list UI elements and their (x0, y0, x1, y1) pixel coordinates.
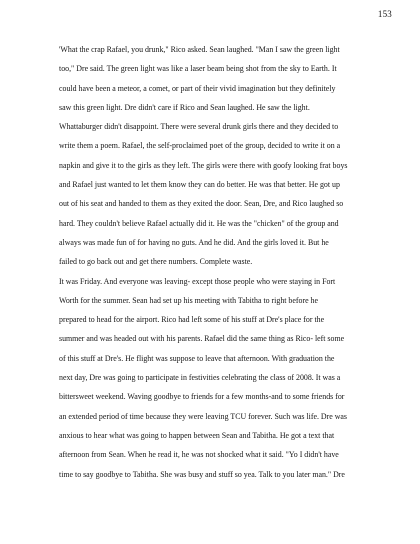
text-line: summer and was headed out with his parents. Rafael did the same thing as Rico- left some (59, 334, 345, 344)
text-line: time to say goodbye to Tabitha. She was busy and stuff so yea. Talk to you later man." Dre (59, 469, 345, 479)
text-line: hard. They couldn't believe Rafael actually did it. He was the "chicken" of the group and (59, 218, 339, 228)
text-line: 'What the crap Rafael, you drunk," Rico asked. Sean laughed. "Man I saw the green light (59, 45, 340, 54)
text-line: of this stuff at Dre's. He flight was suppose to leave that afternoon. With graduation the (59, 353, 335, 363)
text-line: afternoon from Sean. When he read it, he was not shocked what it said. "Yo I didn't have (59, 450, 339, 460)
text-line: It was Friday. And everyone was leaving- except those people who were staying in Fort (59, 276, 336, 286)
page-number: 153 (377, 9, 392, 19)
text-line: out of his seat and handed to them as they exited the door. Sean, Dre, and Rico laughed so (59, 199, 344, 209)
text-line: Whattaburger didn't disappoint. There were several drunk girls there and they decided to (59, 122, 339, 132)
text-line: Worth for the summer. Sean had set up his meeting with Tabitha to right before he (59, 295, 318, 305)
text-line: write them a poem. Rafael, the self-proclaimed poet of the group, decided to write it on a (59, 141, 341, 151)
text-line: next day, Dre was going to participate in festivities celebrating the class of 2008. It was a (59, 373, 341, 383)
text-line: failed to go back out and get there numbers. Complete waste. (59, 257, 253, 267)
text-line: could have been a meteor, a comet, or part of their vivid imagination but they definitely (59, 83, 336, 93)
text-line: anxious to hear what was going to happen between Sean and Tabitha. He got a text that (59, 430, 335, 440)
body-text (59, 40, 379, 484)
text-line: bittersweet weekend. Waving goodbye to friends for a few months-and to some friends for (59, 392, 345, 402)
text-line: prepared to head for the airport. Rico had left some of his stuff at Dre's place for the (59, 315, 325, 325)
text-line: napkin and give it to the girls as they left. The girls were there with goofy looking frat boys (59, 160, 348, 170)
text-line: and Rafael just wanted to let them know they can do better. He was that better. He got up (59, 180, 340, 190)
text-line: saw this green light. Dre didn't care if Rico and Sean laughed. He saw the light. (59, 102, 310, 112)
text-line: too," Dre said. The green light was like a laser beam being shot from the sky to Earth. It (59, 64, 337, 74)
text-line: an extended period of time because they were leaving TCU forever. Such was life. Dre was (59, 411, 347, 421)
text-line: always was made fun of for having no guts. And he did. And the girls loved it. But he (59, 237, 329, 247)
